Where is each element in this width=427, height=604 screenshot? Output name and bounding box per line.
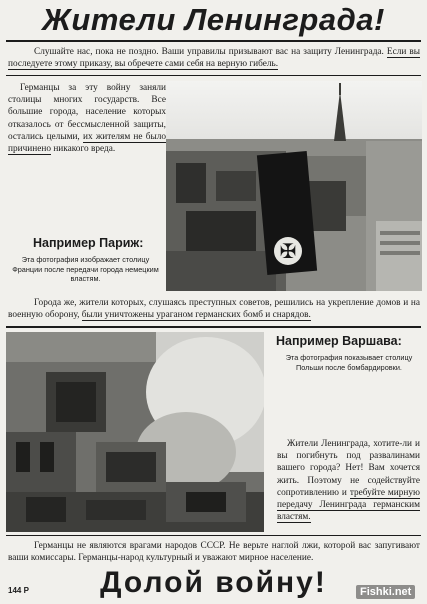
paris-photo [166, 81, 422, 291]
footer-text: Германцы не являются врагами народов СССР. Не верьте наглой лжи, которой вас запугивают ваши комиссары. Германцы-народ культурный и уважают мирное население. [8, 541, 420, 564]
paris-body-end: никакого вреда. [53, 144, 116, 155]
intro-text: Слушайте нас, пока не поздно. Ваши управилы призывают вас на защиту Ленинграда. [34, 47, 384, 57]
page-title: Жители Ленинграда! [42, 2, 385, 37]
warsaw-heading: Например Варшава: [276, 334, 402, 348]
warsaw-caption: Эта фотография показывает столицу Польши после бомбардировки. [285, 353, 413, 372]
svg-text:✠: ✠ [279, 241, 297, 263]
footer-rule-top [6, 535, 421, 536]
middle-underlined-text: были уничтожены ураганом германских бомб и снарядов. [81, 310, 311, 321]
watermark: Fishki.net [356, 585, 415, 599]
warsaw-photo [6, 332, 264, 532]
title-rule [6, 40, 421, 42]
middle-paragraph [8, 297, 420, 321]
paris-caption: Эта фотография изображает столицу Франции после передачи города немецким властям. [12, 255, 159, 283]
intro-rule [6, 75, 421, 76]
appeal-text: Жители Ленинграда, хотите-ли и вы погибнуть под развалинами вашего города? Нет! Вам хочется жить. Поэтому не содействуйте сопротивлению и [277, 439, 420, 498]
appeal-paragraph [277, 438, 420, 523]
intro-paragraph [8, 46, 420, 70]
paris-body-paragraph [8, 82, 166, 155]
intro-underlined-text: Если вы последуете этому приказу, вы обречете сами себя на верную гибель. [8, 47, 420, 70]
paris-heading: Например Париж: [33, 236, 144, 250]
footer-paragraph [8, 540, 420, 564]
closing-slogan: Долой войну! [100, 566, 327, 599]
appeal-underlined-text: требуйте мирную передачу Ленинграда германским властям. [277, 487, 420, 523]
middle-text: Города же, жители которых, слушаясь преступных советов, решились на укрепление домов и на военную оборону, [8, 298, 420, 321]
paris-body-underlined: их жителям не было причинено [8, 131, 166, 155]
middle-rule [6, 326, 421, 328]
page-number: 144 Р [8, 586, 29, 595]
paris-body-text: Германцы за эту войну заняли столицы многих государств. Все большие города, население которых отказалось от бессмысленной защиты, остались целыми, [8, 83, 166, 142]
